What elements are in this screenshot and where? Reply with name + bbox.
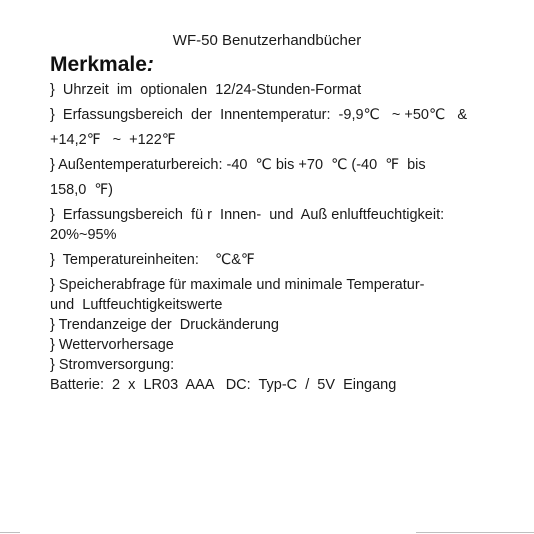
feature-weather-forecast: } Wettervorhersage	[50, 337, 174, 353]
feature-outdoor-temp-range: } Außentemperaturbereich: -40 ℃ bis +70 ℃ (-40 ℉ bis	[50, 157, 426, 173]
feature-memory-recall-cont: und Luftfeuchtigkeitswerte	[50, 297, 223, 313]
feature-time-format: } Uhrzeit im optionalen 12/24-Stunden-Format	[50, 82, 362, 98]
feature-indoor-temp-range-fahrenheit: +14,2℉ ~ +122℉	[50, 132, 176, 148]
feature-outdoor-temp-range-fahrenheit: 158,0 ℉)	[50, 182, 113, 198]
footer-rule-left	[0, 532, 20, 533]
footer-rule-right	[416, 532, 534, 533]
feature-temperature-units: } Temperatureinheiten: ℃&℉	[50, 252, 255, 268]
section-heading-text: Merkmale	[50, 53, 147, 76]
feature-humidity-range: } Erfassungsbereich fü r Innen- und Auß enluftfeuchtigkeit:	[50, 207, 445, 223]
feature-humidity-range-values: 20%~95%	[50, 227, 117, 243]
page-title: WF-50 Benutzerhandbücher	[172, 32, 362, 49]
feature-memory-recall: } Speicherabfrage für maximale und minimale Temperatur-	[50, 277, 425, 293]
feature-power-supply: } Stromversorgung:	[50, 357, 175, 373]
section-heading-colon: :	[146, 53, 154, 76]
section-heading	[50, 53, 154, 77]
feature-indoor-temp-range: } Erfassungsbereich der Innentemperatur: -9,9℃ ~ +50℃ &	[50, 107, 468, 123]
features-list	[50, 80, 490, 395]
feature-pressure-trend: } Trendanzeige der Druckänderung	[50, 317, 279, 333]
feature-battery-input: Batterie: 2 x LR03 AAA DC: Typ-C / 5V Eingang	[50, 377, 397, 393]
